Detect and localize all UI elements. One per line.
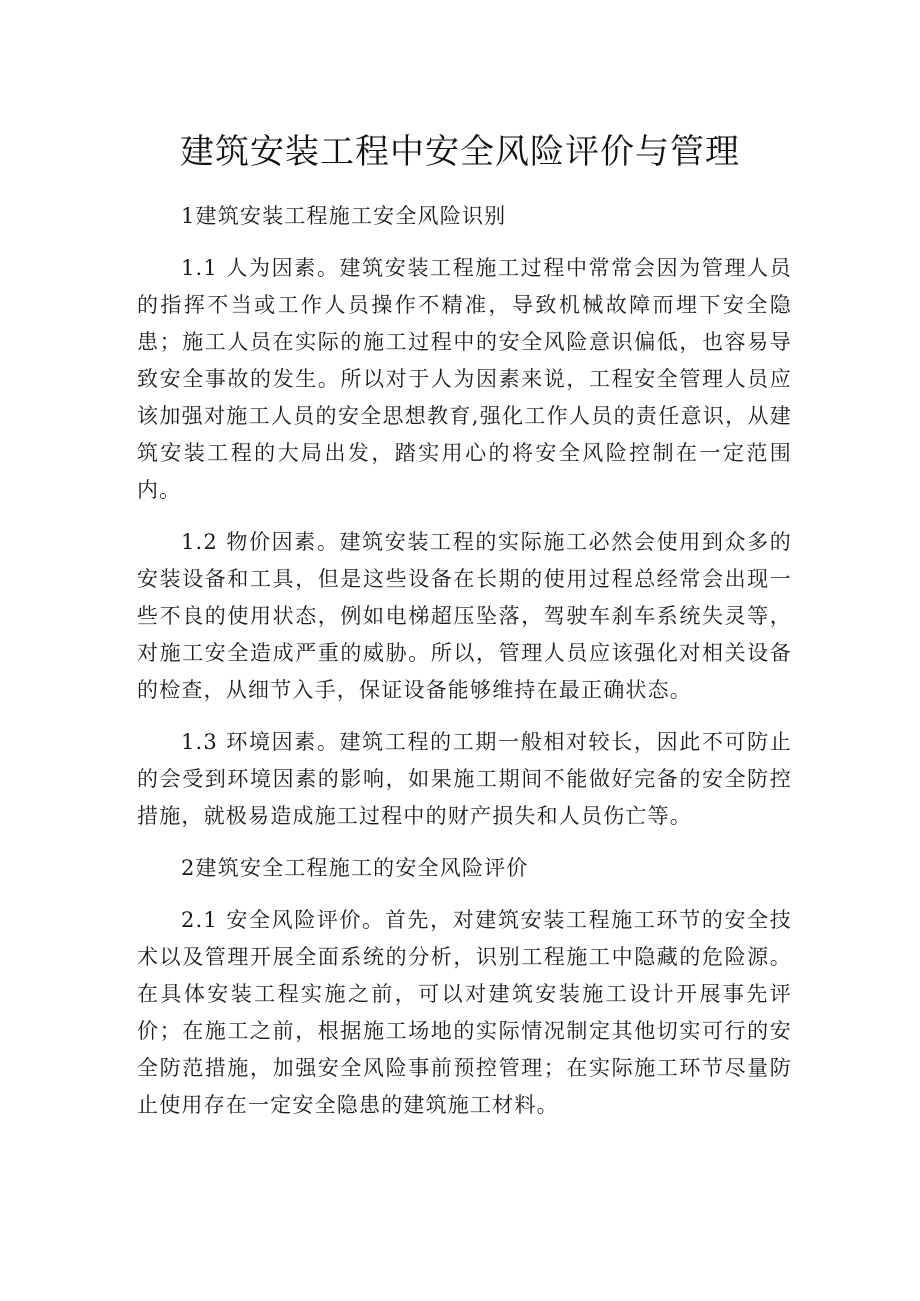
document-title: 建筑安装工程中安全风险评价与管理 xyxy=(180,132,740,172)
section-heading: 2建筑安全工程施工的安全风险评价 xyxy=(181,856,529,880)
document-body xyxy=(137,198,792,1139)
paragraph: 2.1 安全风险评价。首先，对建筑安装工程施工环节的安全技术以及管理开展全面系统的分析，识别工程施工中隐藏的危险源。在具体安装工程实施之前，可以对建筑安装施工设计开展事先评价；在施工之前，根据施工场地的实际情况制定其他切实可行的安全防范措施，加强安全风险事前预控管理；在实际施工环节尽量防止使用存在一定安全隐患的建筑施工材料。 xyxy=(137,908,792,1117)
section-heading: 1建筑安装工程施工安全风险识别 xyxy=(181,204,507,228)
paragraph: 1.3 环境因素。建筑工程的工期一般相对较长，因此不可防止的会受到环境因素的影响，如果施工期间不能做好完备的安全防控措施，就极易造成施工过程中的财产损失和人员伤亡等。 xyxy=(137,730,792,828)
paragraph: 1.1 人为因素。建筑安装工程施工过程中常常会因为管理人员的指挥不当或工作人员操作不精准，导致机械故障而埋下安全隐患；施工人员在实际的施工过程中的安全风险意识偏低，也容易导致安全事故的发生。所以对于人为因素来说，工程安全管理人员应该加强对施工人员的安全思想教育,强化工作人员的责任意识，从建筑安装工程的大局出发，踏实用心的将安全风险控制在一定范围内。 xyxy=(137,256,792,502)
paragraph: 1.2 物价因素。建筑安装工程的实际施工必然会使用到众多的安装设备和工具，但是这些设备在长期的使用过程总经常会出现一些不良的使用状态，例如电梯超压坠落，驾驶车刹车系统失灵等，对施工安全造成严重的威胁。所以，管理人员应该强化对相关设备的检查，从细节入手，保证设备能够维持在最正确状态。 xyxy=(137,530,792,702)
